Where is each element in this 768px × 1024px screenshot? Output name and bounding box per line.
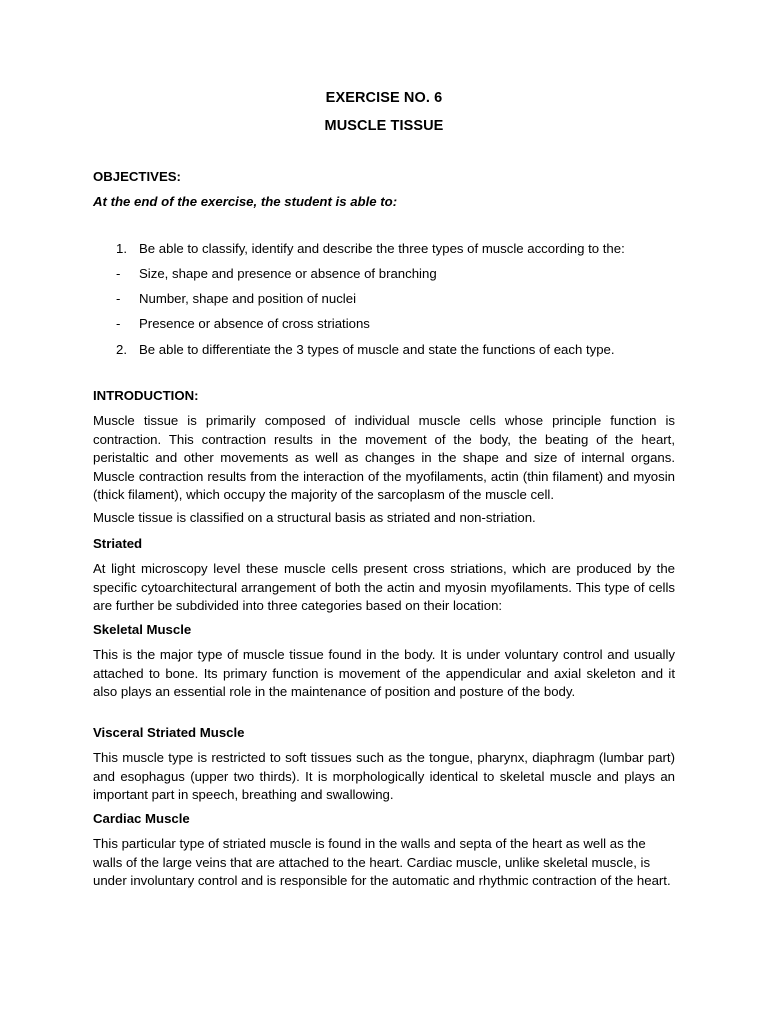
list-marker: - bbox=[116, 266, 121, 281]
list-item-text: Be able to differentiate the 3 types of muscle and state the functions of each type. bbox=[139, 342, 615, 357]
visceral-muscle-heading: Visceral Striated Muscle bbox=[93, 725, 245, 740]
objectives-heading: OBJECTIVES: bbox=[93, 169, 181, 184]
introduction-paragraph-2: Muscle tissue is classified on a structural basis as striated and non-striation. bbox=[93, 510, 536, 525]
cardiac-muscle-paragraph: This particular type of striated muscle is found in the walls and septa of the heart as well as the walls of the large veins that are attached to the heart. Cardiac muscle, unlike skeletal muscle, is under involuntary control and is responsible for the automatic and rhythmic contraction of the heart. bbox=[93, 836, 671, 888]
list-item-text: Presence or absence of cross striations bbox=[139, 316, 370, 331]
skeletal-muscle-heading: Skeletal Muscle bbox=[93, 622, 192, 637]
list-item-text: Number, shape and position of nuclei bbox=[139, 291, 357, 306]
list-marker: 1. bbox=[116, 241, 127, 256]
list-item-text: Be able to classify, identify and describe the three types of muscle according to the: bbox=[139, 241, 625, 256]
introduction-heading: INTRODUCTION: bbox=[93, 388, 199, 403]
objectives-lead: At the end of the exercise, the student is able to: bbox=[93, 194, 398, 209]
striated-heading: Striated bbox=[93, 536, 143, 551]
list-marker: 2. bbox=[116, 342, 127, 357]
exercise-number-title: EXERCISE NO. 6 bbox=[325, 90, 443, 106]
topic-title: MUSCLE TISSUE bbox=[324, 118, 444, 134]
list-marker: - bbox=[116, 316, 121, 331]
list-marker: - bbox=[116, 291, 121, 306]
introduction-paragraph-1: Muscle tissue is primarily composed of individual muscle cells whose principle function is contraction. This contraction results in the movement of the body, the beating of the heart, peristaltic and other movements as well as changes in the shape and size of internal organs. Muscle contraction results from the interaction of the myofilaments, actin (thin filament) and myosin (thick filament), which occupy the majority of the sarcoplasm of the muscle cell. bbox=[93, 413, 675, 502]
visceral-muscle-paragraph: This muscle type is restricted to soft tissues such as the tongue, pharynx, diaphragm (lumbar part) and esophagus (upper two thirds). It is morphologically identical to skeletal muscle and plays an important part in speech, breathing and swallowing. bbox=[93, 750, 675, 802]
list-item-text: Size, shape and presence or absence of branching bbox=[139, 266, 437, 281]
cardiac-muscle-heading: Cardiac Muscle bbox=[93, 811, 190, 826]
striated-paragraph: At light microscopy level these muscle cells present cross striations, which are produced by the specific cytoarchitectural arrangement of both the actin and myosin myofilaments. This type of cells are further be subdivided into three categories based on their location: bbox=[93, 561, 675, 613]
skeletal-muscle-paragraph: This is the major type of muscle tissue found in the body. It is under voluntary control and usually attached to bone. Its primary function is movement of the appendicular and axial skeleton and it also plays an essential role in the maintenance of position and posture of the body. bbox=[93, 647, 675, 699]
